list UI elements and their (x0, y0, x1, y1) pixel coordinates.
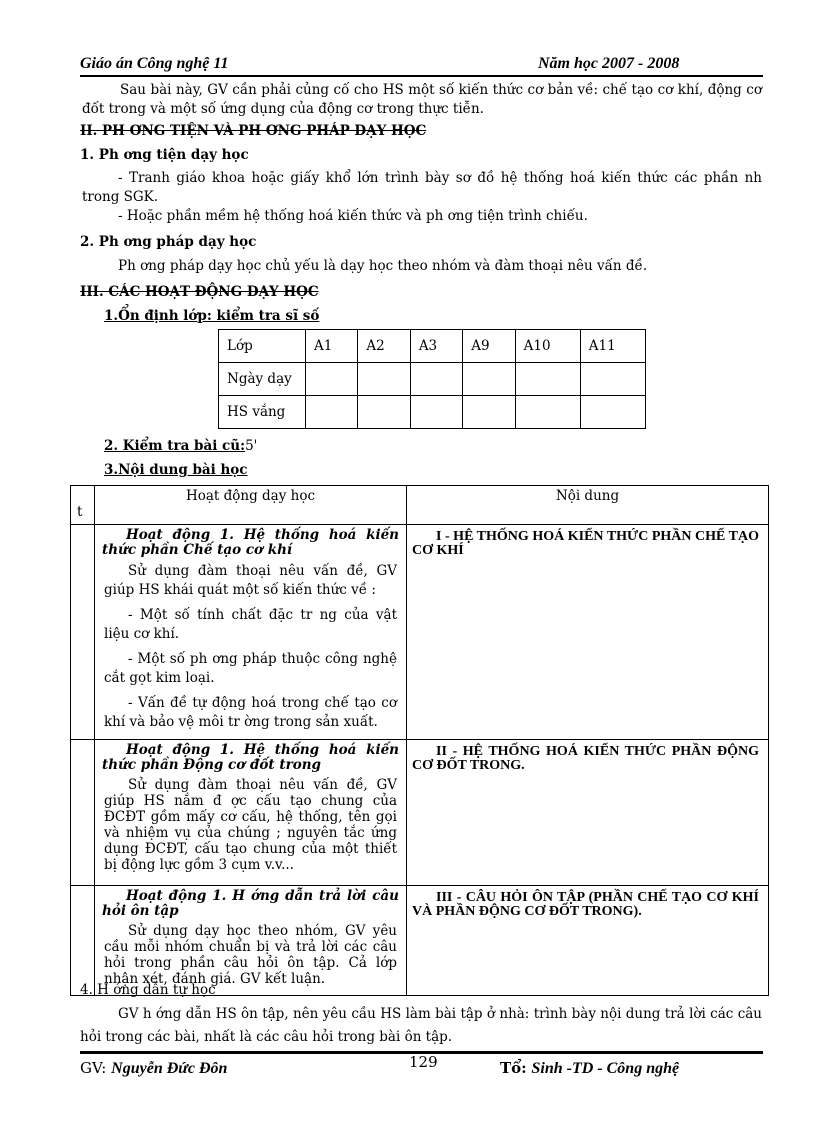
activity-intro: Sử dụng đàm thoại nêu vấn đề, GV giúp HS nắm đ ợc cấu tạo chung của ĐCĐT gồm mấy cơ cấu, hệ thống, tên gọi và nhiệm vụ của chúng ; nguyên tắc ứng dụng ĐCĐT, cấu tạo chung của một thiết bị động lực gồm 3 cụm v.v... (104, 777, 397, 873)
section2-sub2: 2. Ph ơng pháp dạy học (80, 234, 257, 250)
attendance-header-cell: A3 (410, 330, 462, 363)
header-right: Năm học 2007 - 2008 (538, 55, 680, 72)
activity-item: - Một số ph ơng pháp thuộc công nghệ cắt gọt kim loại. (104, 651, 397, 686)
attendance-cell (306, 396, 358, 429)
intro-paragraph: Sau bài này, GV cần phải củng cố cho HS một số kiến thức cơ bản về: chế tạo cơ khí, động cơ đốt trong và một số ứng dụng của động cơ trong thực tiễn. (82, 82, 762, 117)
footer-gv (80, 1059, 227, 1078)
footer-gv-name: Nguyễn Đức Đôn (111, 1060, 228, 1077)
footer-to-label: Tổ: (500, 1059, 527, 1077)
attendance-header-cell: A10 (515, 330, 580, 363)
content-heading: I - HỆ THỐNG HOÁ KIẾN THỨC PHẦN CHẾ TẠO CƠ KHÍ (412, 529, 759, 558)
lesson-row (71, 740, 769, 886)
col-content-header: Nội dung (407, 486, 769, 525)
lesson-table (70, 485, 769, 996)
attendance-cell (306, 363, 358, 396)
section3-step3: 3.Nội dung bài học (104, 462, 248, 478)
section3-step2-label: 2. Kiểm tra bài cũ: (104, 438, 246, 454)
header-left: Giáo án Công nghệ 11 (80, 55, 229, 72)
activity-item: - Vấn đề tự động hoá trong chế tạo cơ khí và bảo vệ môi tr ờng trong sản xuất. (104, 695, 397, 730)
attendance-row-label: Ngày dạy (219, 363, 306, 396)
attendance-row (219, 363, 646, 396)
section3-step1: 1.Ổn định lớp: kiểm tra sĩ số (104, 308, 320, 324)
section3-title: III. CÁC HOẠT ĐỘNG DẠY HỌC (80, 284, 319, 300)
lesson-content-cell (407, 525, 769, 740)
attendance-cell (358, 396, 410, 429)
lesson-activity-cell (95, 525, 407, 740)
lesson-t-cell (71, 740, 95, 886)
lesson-activity-cell (95, 740, 407, 886)
activity-item: - Một số tính chất đặc tr ng của vật liệu cơ khí. (104, 607, 397, 642)
footer-to-value: Sinh -TD - Công nghệ (531, 1060, 680, 1077)
lesson-t-cell (71, 886, 95, 996)
attendance-header-cell: A1 (306, 330, 358, 363)
footer-to (500, 1059, 679, 1078)
attendance-header-cell: Lớp (219, 330, 306, 363)
activity-title: Hoạt động 1. H ớng dẫn trả lời câu hỏi ôn tập (102, 888, 399, 919)
section4-title: 4. H ớng dẫn tự học (80, 982, 216, 998)
attendance-row-label: HS vắng (219, 396, 306, 429)
col-activity-header: Hoạt động dạy học (95, 486, 407, 525)
attendance-header-cell: A2 (358, 330, 410, 363)
attendance-cell (463, 396, 515, 429)
content-heading: III - CÂU HỎI ÔN TẬP (PHẦN CHẾ TẠO CƠ KHÍ VÀ PHẦN ĐỘNG CƠ ĐỐT TRONG). (412, 890, 759, 919)
attendance-header-row (219, 330, 646, 363)
attendance-cell (410, 396, 462, 429)
attendance-cell (580, 396, 645, 429)
attendance-header-cell: A11 (580, 330, 645, 363)
attendance-header-cell: A9 (463, 330, 515, 363)
lesson-row (71, 525, 769, 740)
activity-title: Hoạt động 1. Hệ thống hoá kiến thức phần Động cơ đốt trong (102, 742, 399, 773)
col-t-header: t (71, 486, 95, 525)
section4-text: GV h ớng dẫn HS ôn tập, nên yêu cầu HS làm bài tập ở nhà: trình bày nội dung trả lời các câu hỏi trong các bài, nhất là các câu hỏi trong bài ôn tập. (80, 1006, 762, 1045)
activity-intro: Sử dụng đàm thoại nêu vấn đề, GV giúp HS khái quát một số kiến thức về : (104, 563, 397, 598)
footer-gv-label: GV: (80, 1059, 107, 1077)
attendance-row (219, 396, 646, 429)
section3-step2 (104, 437, 257, 456)
attendance-cell (358, 363, 410, 396)
attendance-table (218, 329, 646, 429)
lesson-activity-cell (95, 886, 407, 996)
activity-title: Hoạt động 1. Hệ thống hoá kiến thức phần Chế tạo cơ khí (102, 527, 399, 558)
section2-title: II. PH ƠNG TIỆN VÀ PH ƠNG PHÁP DẠY HỌC (80, 123, 427, 139)
section3-step2-time: 5' (245, 438, 258, 454)
content-heading: II - HỆ THỐNG HOÁ KIẾN THỨC PHẦN ĐỘNG CƠ ĐỐT TRONG. (412, 744, 759, 773)
lesson-content-cell (407, 740, 769, 886)
attendance-cell (515, 363, 580, 396)
lesson-header-row (71, 486, 769, 525)
section2-sub1: 1. Ph ơng tiện dạy học (80, 147, 249, 163)
page-number: 129 (409, 1053, 438, 1071)
header-rule (80, 75, 763, 77)
attendance-cell (463, 363, 515, 396)
section2-item-1: - Tranh giáo khoa hoặc giấy khổ lớn trình bày sơ đồ hệ thống hoá kiến thức các phần nh trong SGK. (82, 170, 762, 205)
attendance-cell (515, 396, 580, 429)
lesson-row (71, 886, 769, 996)
section2-item-2: - Hoặc phần mềm hệ thống hoá kiến thức và ph ơng tiện trình chiếu. (118, 208, 588, 224)
lesson-content-cell (407, 886, 769, 996)
section2-sub2-text: Ph ơng pháp dạy học chủ yếu là dạy học theo nhóm và đàm thoại nêu vấn đề. (118, 258, 648, 274)
attendance-cell (580, 363, 645, 396)
activity-intro: Sử dụng dạy học theo nhóm, GV yêu cầu mỗi nhóm chuẩn bị và trả lời các câu hỏi trong phần câu hỏi ôn tập. Cả lớp nhận xét, đánh giá. GV kết luận. (104, 923, 397, 987)
lesson-t-cell (71, 525, 95, 740)
attendance-cell (410, 363, 462, 396)
